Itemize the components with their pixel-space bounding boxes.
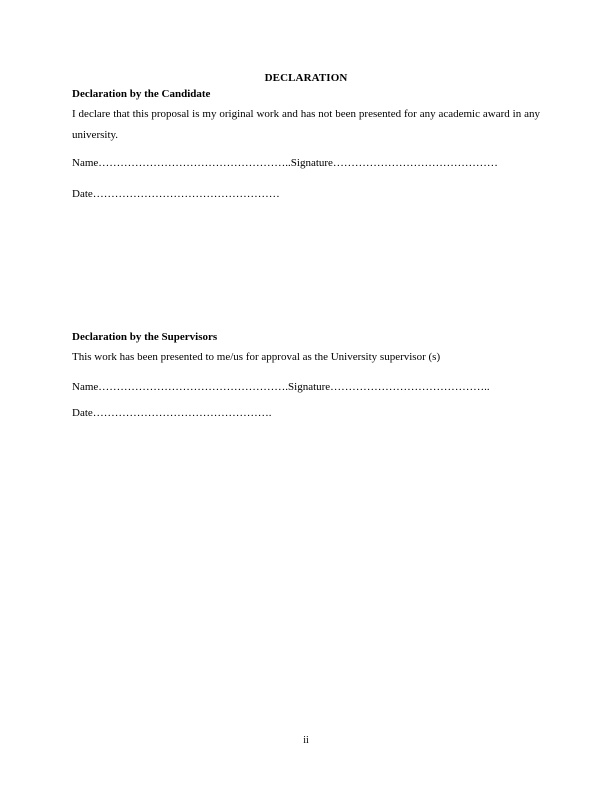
page-heading: DECLARATION	[264, 72, 348, 84]
supervisors-name-signature-line: Name…………………………………………….Signature……………………………………..	[72, 381, 490, 393]
supervisors-section-title: Declaration by the Supervisors	[72, 331, 218, 343]
supervisors-statement: This work has been presented to me/us for approval as the University supervisor (s)	[72, 351, 441, 363]
page-number: ii	[303, 735, 309, 746]
candidate-name-signature-line: Name……………………………………………..Signature………………………………………	[72, 157, 498, 169]
candidate-section-title: Declaration by the Candidate	[72, 88, 211, 100]
candidate-date-line: Date……………………………………………	[72, 188, 280, 200]
supervisors-date-line: Date………………………………………….	[72, 407, 272, 419]
candidate-statement: I declare that this proposal is my original work and has not been presented for any academic award in any university.	[72, 108, 540, 141]
